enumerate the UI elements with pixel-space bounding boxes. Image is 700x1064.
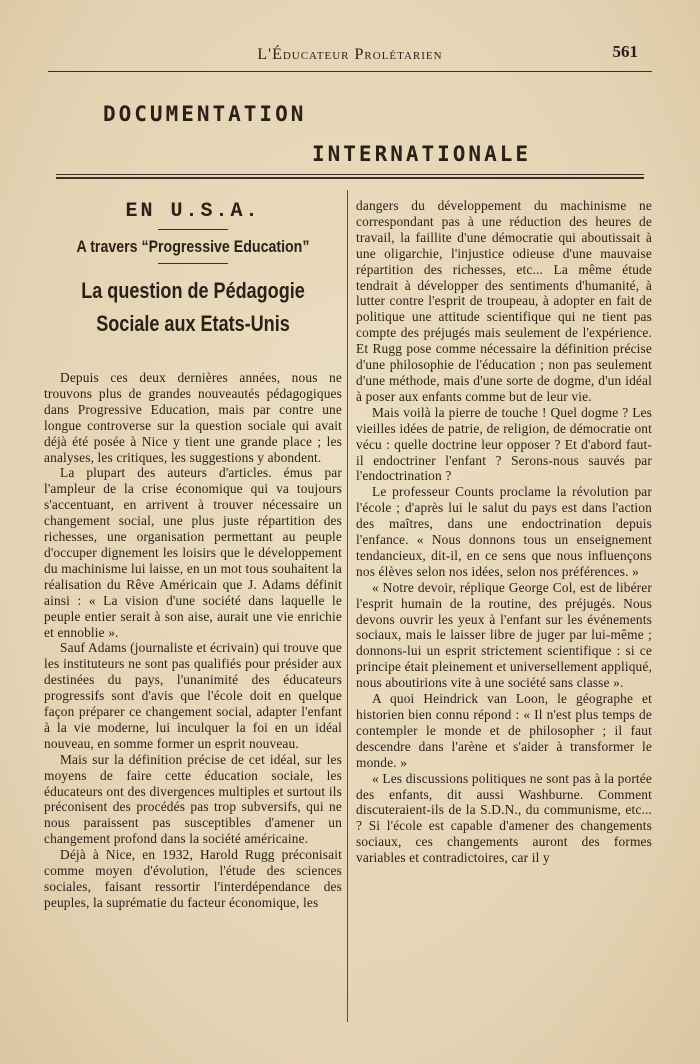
running-header	[48, 42, 652, 72]
left-column	[44, 196, 342, 911]
paragraph: Mais voilà la pierre de touche ! Quel dogme ? Les vieilles idées de patrie, de religion, de démocratie ont vécu : quelle doctrine leur opposer ? Et d'abord faut-il endoctriner l'enfant ? Serons-nous sauvés par l'endoctrination ?	[356, 404, 652, 484]
article-headline: La question de Pédagogie Sociale aux Etats-Unis	[81, 278, 305, 336]
article-subhead: A travers “Progressive Education”	[76, 238, 310, 256]
paragraph: A quoi Heindrick van Loon, le géographe et historien bien connu répond : « Il n'est plus temps de contempler le monde et de philosopher ; il faut descendre dans l'arène et s'aider à transformer le monde. »	[356, 691, 652, 770]
paragraph: Mais sur la définition précise de cet idéal, sur les moyens de faire cette éducation sociale, les éducateurs ont des divergences multiples et surtout ils préconisent des procédés pas trop subversifs, qui ne nous paraissent pas susceptibles d'amener un changement profond dans la société américaine.	[44, 751, 342, 847]
section-title-line1: DOCUMENTATION	[103, 102, 307, 126]
column-divider	[347, 190, 348, 1022]
section-title-line2: INTERNATIONALE	[312, 142, 532, 166]
paragraph: Depuis ces deux dernières années, nous ne trouvons plus de grandes nouveautés pédagogiques dans Progressive Education, mais par contre une longue controverse sur la question sociale qui avait déjà été posée à Nice y tient une grande place ; les analyses, les critiques, les suggestions y abondent.	[44, 370, 342, 465]
paragraph: Déjà à Nice, en 1932, Harold Rugg préconisait comme moyen d'évolution, l'étude des sciences sociales, faisant ressortir l'interdépendance des peuples, la suprématie du facteur économique, les	[44, 847, 342, 910]
left-column-body	[44, 370, 342, 911]
paragraph: dangers du développement du machinisme ne correspondant pas à une réduction des heures de travail, la faillite d'une démocratie qui aboutissait à une oligarchie, l'injustice odieuse d'une mauvaise répartition des richesses, etc... La même étude tendrait à développer des sentiments d'humanité, à lutter contre l'esprit de troupeau, à adopter en fait de politique une attitude scientifique qui ne tient pas compte des préjugés mais seulement de l'expérience. Et Rugg pose comme nécessaire la définition précise d'une philosophie de l'éducation ; non pas seulement d'une méthode, mais d'une sorte de dogme, d'un idéal à poser aux enfants comme but de leur vie.	[356, 198, 652, 404]
paragraph: « Notre devoir, réplique George Col, est de libérer l'esprit humain de la routine, des préjugés. Nous devons ouvrir les yeux à l'enfant sur les événements sociaux, mais le laisser libre de juger par lui-même ; donnons-lui un esprit strictement scientifique : si ce principe était pleinement et universellement appliqué, nous aboutirions vite à une société sans classe ».	[356, 579, 652, 691]
journal-title: L'Éducateur Prolétarien	[257, 46, 443, 63]
page-number: 561	[612, 42, 638, 61]
article-country: EN U.S.A.	[125, 200, 261, 223]
subhead-rule	[158, 263, 228, 264]
paragraph: Sauf Adams (journaliste et écrivain) qui trouve que les instituteurs ne sont pas qualifiés pour présider aux destinées du pays, l'unanimité des éducateurs progressifs sont d'avis que l'école doit en quelque façon préparer ce changement social, adapter l'enfant à la vie moderne, lui inculquer la foi en un idéal nouveau, en somme former un esprit nouveau.	[44, 640, 342, 751]
right-column	[356, 198, 652, 866]
section-divider-rule	[56, 174, 644, 179]
paragraph: Le professeur Counts proclame la révolution par l'école ; d'après lui le salut du pays est dans l'action des maîtres, dans une endoctrination depuis l'enfance. « Nous donnons tous un enseignement tendancieux, dit-il, en ce sens que nous influençons nos élèves selon nos idées, selon nos préférences. »	[356, 484, 652, 579]
paragraph: « Les discussions politiques ne sont pas à la portée des enfants, dit aussi Washburne. Comment discuteraient-ils de la S.D.N., du communisme, etc... ? Si l'école est capable d'amener des changements sociaux, ces changements auront des formes variables et contradictoires, car il y	[356, 770, 652, 866]
country-rule	[158, 229, 228, 230]
paragraph: La plupart des auteurs d'articles. émus par l'ampleur de la crise économique qui va toujours s'accentuant, en arrivent à trouver nécessaire un changement social, une plus juste répartition des richesses, une organisation permettant au peuple d'occuper dignement les loisirs que le développement du machinisme lui laisse, en un mot tous souhaitent la réalisation du Rêve Américain que J. Adams définit ainsi : « La vision d'une société dans laquelle le peuple entier serait à son aise, aurait une vie enrichie et ennoblie ».	[44, 465, 342, 640]
